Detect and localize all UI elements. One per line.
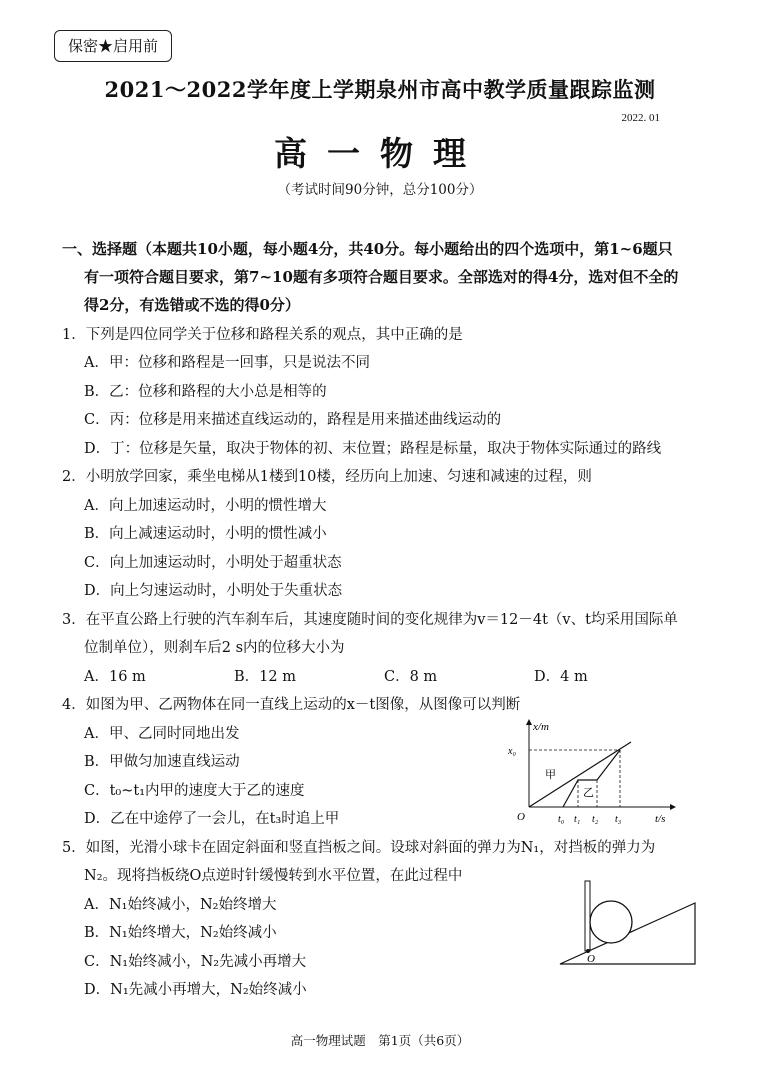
question-4-stem: 4．如图为甲、乙两物体在同一直线上运动的x－t图像，从图像可以判断 bbox=[62, 697, 521, 713]
question-5-option-a: A．N₁始终减小，N₂始终增大 bbox=[84, 897, 277, 913]
baffle-plate bbox=[585, 881, 590, 951]
subject-title: 高一物理 bbox=[274, 134, 486, 173]
question-4-option-b: B．甲做匀加速直线运动 bbox=[84, 754, 240, 770]
page-footer: 高一物理试题 第1页（共6页） bbox=[290, 1033, 470, 1048]
question-5-stem-continued: N₂。现将挡板绕O点逆时针缓慢转到水平位置，在此过程中 bbox=[84, 868, 463, 884]
xt-graph-figure bbox=[505, 712, 685, 830]
question-5-stem: 5．如图，光滑小球卡在固定斜面和竖直挡板之间。设球对斜面的弹力为N₁，对挡板的弹力为 bbox=[62, 840, 656, 856]
question-3-option-c: C．8 m bbox=[384, 669, 438, 685]
section-instructions-line-2: 有一项符合题目要求，第7~10题有多项符合题目要求。全部选对的得4分，选对但不全的 bbox=[84, 268, 679, 286]
question-3-options bbox=[84, 665, 684, 686]
confidential-label: 保密★启用前 bbox=[54, 30, 172, 62]
t3-label: t₃ bbox=[615, 814, 622, 825]
x0-label: x₀ bbox=[508, 746, 516, 757]
question-1-stem: 1．下列是四位同学关于位移和路程关系的观点，其中正确的是 bbox=[62, 327, 463, 343]
exam-title: 2021～2022学年度上学期泉州市高中教学质量跟踪监测 bbox=[104, 77, 656, 102]
section-instructions-line-1: 一、选择题（本题共10小题，每小题4分，共40分。每小题给出的四个选项中，第1~6题只 bbox=[62, 240, 673, 258]
pivot-label: O bbox=[587, 953, 595, 965]
question-5-option-b: B．N₁始终增大，N₂始终减小 bbox=[84, 925, 277, 941]
yi-label: 乙 bbox=[583, 787, 594, 799]
exam-date: 2022. 01 bbox=[621, 112, 660, 124]
question-2-option-b: B．向上减速运动时，小明的惯性减小 bbox=[84, 526, 327, 542]
question-3-stem-continued: 位制单位），则刹车后2 s内的位移大小为 bbox=[84, 640, 345, 656]
question-1-option-d: D．丁：位移是矢量，取决于物体的初、末位置；路程是标量，取决于物体实际通过的路线 bbox=[84, 441, 662, 457]
y-axis-label: x/m bbox=[533, 721, 549, 733]
exam-info: （考试时间90分钟，总分100分） bbox=[277, 182, 483, 198]
question-1-option-c: C．丙：位移是用来描述直线运动的，路程是用来描述曲线运动的 bbox=[84, 412, 502, 428]
question-1-option-b: B．乙：位移和路程的大小总是相等的 bbox=[84, 384, 327, 400]
incline-ball-figure bbox=[555, 878, 705, 970]
origin-label: O bbox=[517, 811, 525, 823]
question-2-option-a: A．向上加速运动时，小明的惯性增大 bbox=[84, 498, 327, 514]
t1-label: t₁ bbox=[574, 814, 581, 825]
question-4-option-c: C．t₀~t₁内甲的速度大于乙的速度 bbox=[84, 783, 305, 799]
question-2-stem: 2．小明放学回家，乘坐电梯从1楼到10楼，经历向上加速、匀速和减速的过程，则 bbox=[62, 469, 592, 485]
section-instructions-line-3: 得2分，有选错或不选的得0分） bbox=[84, 296, 300, 314]
question-2-option-d: D．向上匀速运动时，小明处于失重状态 bbox=[84, 583, 343, 599]
question-4-option-a: A．甲、乙同时同地出发 bbox=[84, 726, 240, 742]
t2-label: t₂ bbox=[592, 814, 599, 825]
x-axis-label: t/s bbox=[655, 813, 666, 825]
jia-label: 甲 bbox=[545, 769, 556, 781]
question-1-option-a: A．甲：位移和路程是一回事，只是说法不同 bbox=[84, 355, 370, 371]
question-3-stem: 3．在平直公路上行驶的汽车刹车后，其速度随时间的变化规律为v＝12－4t（v、t均采用国际单 bbox=[62, 612, 678, 628]
question-3-option-b: B．12 m bbox=[234, 669, 296, 685]
ball bbox=[590, 901, 632, 943]
question-3-option-d: D．4 m bbox=[534, 669, 588, 685]
question-5-option-c: C．N₁始终减小，N₂先减小再增大 bbox=[84, 954, 307, 970]
question-4-option-d: D．乙在中途停了一会儿，在t₃时追上甲 bbox=[84, 811, 340, 827]
question-5-option-d: D．N₁先减小再增大，N₂始终减小 bbox=[84, 982, 307, 998]
question-2-option-c: C．向上加速运动时，小明处于超重状态 bbox=[84, 555, 342, 571]
t0-label: t₀ bbox=[558, 814, 565, 825]
question-3-option-a: A．16 m bbox=[84, 669, 146, 685]
